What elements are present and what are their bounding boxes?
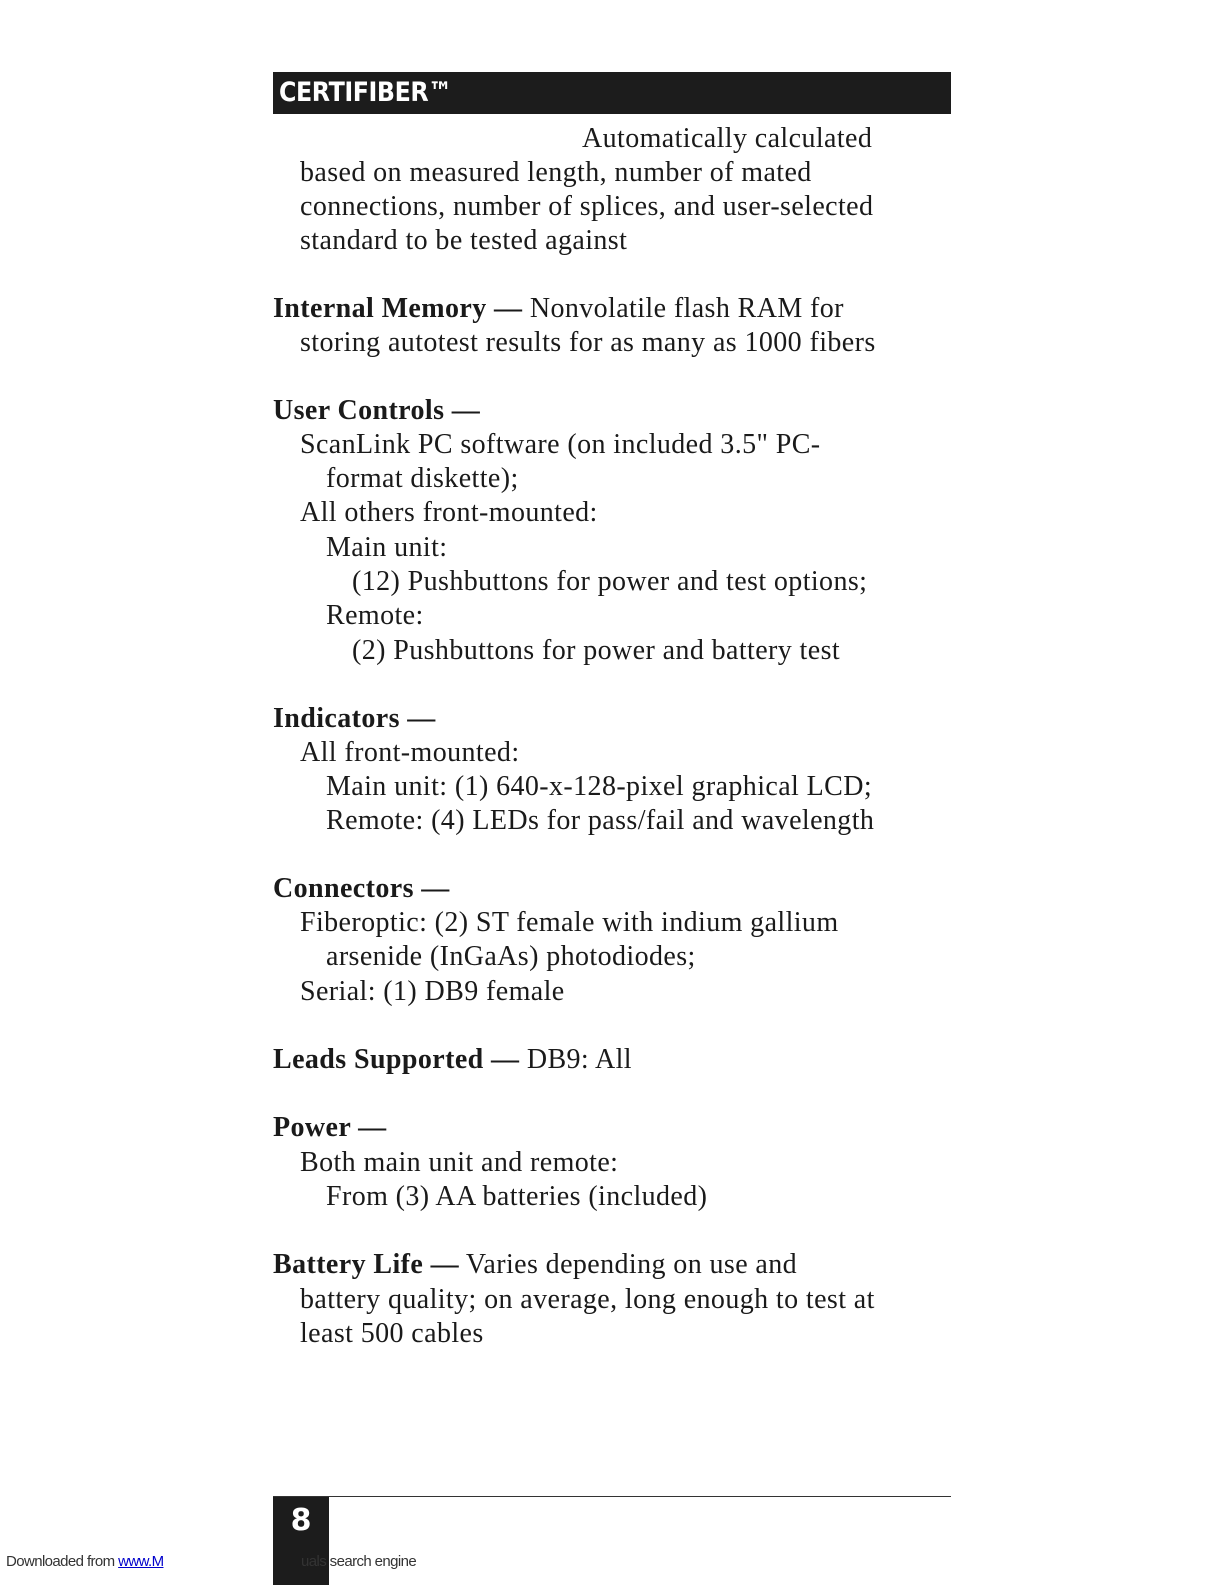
loss-budget-line-3: connections, number of splices, and user-selected bbox=[300, 191, 874, 222]
internal-memory-term: Internal Memory — bbox=[273, 293, 523, 324]
user-controls-line-1: ScanLink PC software (on included 3.5" PC- bbox=[300, 429, 821, 460]
connectors-line-2: arsenide (InGaAs) photodiodes; bbox=[326, 941, 696, 972]
connectors-term: Connectors — bbox=[273, 873, 450, 904]
connectors-line-1: Fiberoptic: (2) ST female with indium gallium bbox=[300, 907, 839, 938]
page-number-box bbox=[273, 1497, 329, 1585]
user-controls-line-6: Remote: bbox=[326, 600, 424, 631]
leads-supported-term: Leads Supported — bbox=[273, 1044, 520, 1075]
user-controls-line-2: format diskette); bbox=[326, 463, 519, 494]
page-number: 8 bbox=[290, 1503, 312, 1538]
loss-budget-line-4: standard to be tested against bbox=[300, 225, 628, 256]
indicators-line-2: Main unit: (1) 640-x-128-pixel graphical LCD; bbox=[326, 771, 872, 802]
power-line-2: From (3) AA batteries (included) bbox=[326, 1181, 708, 1212]
connectors-line-3: Serial: (1) DB9 female bbox=[300, 976, 565, 1007]
footer-rule bbox=[273, 1496, 951, 1497]
watermark-link[interactable]: www.M bbox=[118, 1553, 164, 1570]
watermark-left bbox=[6, 1553, 163, 1571]
power-line-1: Both main unit and remote: bbox=[300, 1147, 619, 1178]
watermark-prefix: Downloaded from bbox=[6, 1553, 119, 1570]
header-title: CERTIFIBER™ bbox=[279, 77, 452, 108]
watermark-suffix: uals search engine bbox=[301, 1553, 417, 1570]
battery-life-text-3: least 500 cables bbox=[300, 1318, 484, 1349]
indicators-term: Indicators — bbox=[273, 703, 436, 734]
loss-budget-line-2: based on measured length, number of mated bbox=[300, 157, 812, 188]
battery-life-first-line bbox=[273, 1248, 797, 1282]
indicators-line-1: All front-mounted: bbox=[300, 737, 520, 768]
user-controls-line-4: Main unit: bbox=[326, 532, 448, 563]
internal-memory-text-2: storing autotest results for as many as 1000 fibers bbox=[300, 327, 876, 358]
header-bar bbox=[273, 72, 951, 114]
leads-supported-text: DB9: All bbox=[519, 1044, 632, 1075]
internal-memory-text-1: Nonvolatile flash RAM for bbox=[522, 293, 844, 324]
indicators-line-3: Remote: (4) LEDs for pass/fail and wavelength bbox=[326, 805, 875, 836]
user-controls-line-5: (12) Pushbuttons for power and test options; bbox=[352, 566, 868, 597]
battery-life-term: Battery Life — bbox=[273, 1249, 459, 1280]
loss-budget-line-1: Automatically calculated bbox=[582, 123, 873, 154]
internal-memory-first-line bbox=[273, 292, 844, 326]
leads-supported-line bbox=[273, 1043, 632, 1077]
power-term: Power — bbox=[273, 1112, 387, 1143]
user-controls-term: User Controls — bbox=[273, 395, 481, 426]
user-controls-line-3: All others front-mounted: bbox=[300, 497, 598, 528]
battery-life-text-1: Varies depending on use and bbox=[459, 1249, 798, 1280]
battery-life-text-2: battery quality; on average, long enough to test at bbox=[300, 1284, 875, 1315]
user-controls-line-7: (2) Pushbuttons for power and battery test bbox=[352, 635, 841, 666]
